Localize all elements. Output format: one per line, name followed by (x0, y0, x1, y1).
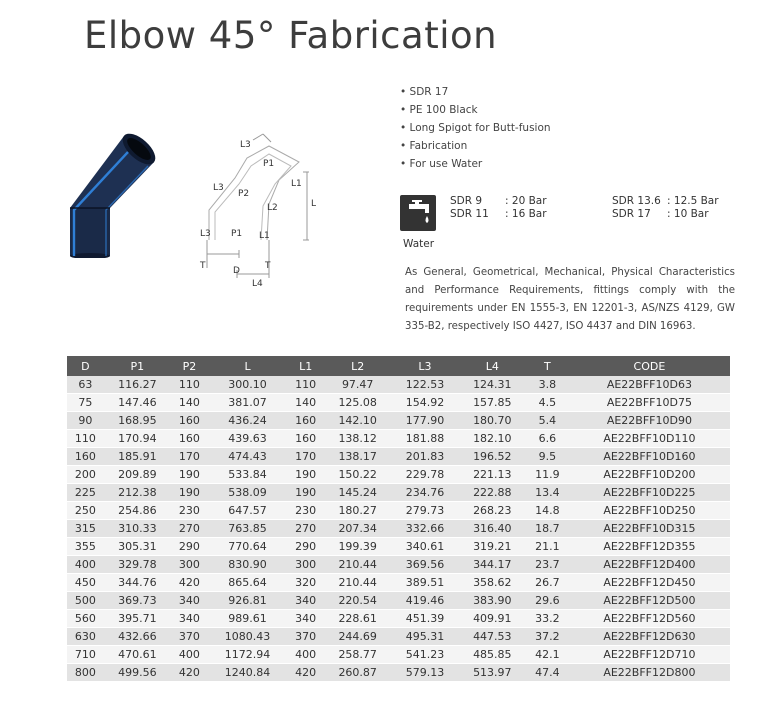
diagram-label-l1-right: L1 (291, 179, 302, 189)
table-cell: AE22BFF10D250 (569, 502, 730, 520)
table-cell: 229.78 (391, 466, 458, 484)
table-cell: AE22BFF10D63 (569, 376, 730, 394)
table-cell: 210.44 (324, 574, 391, 592)
table-cell: 310.33 (104, 520, 171, 538)
table-cell: 763.85 (208, 520, 288, 538)
table-cell: 381.07 (208, 394, 288, 412)
table-cell: 182.10 (459, 430, 526, 448)
table-cell: 474.43 (208, 448, 288, 466)
table-cell: 436.24 (208, 412, 288, 430)
table-cell: 75 (67, 394, 104, 412)
table-cell: 305.31 (104, 538, 171, 556)
table-cell: 14.8 (526, 502, 569, 520)
table-cell: 499.56 (104, 664, 171, 682)
table-cell: 300 (171, 556, 208, 574)
table-cell: 116.27 (104, 376, 171, 394)
table-cell: 90 (67, 412, 104, 430)
table-cell: 451.39 (391, 610, 458, 628)
table-cell: 23.7 (526, 556, 569, 574)
table-cell: 138.17 (324, 448, 391, 466)
table-cell: AE22BFF10D90 (569, 412, 730, 430)
table-cell: 340 (287, 610, 324, 628)
table-cell: 1080.43 (208, 628, 288, 646)
table-cell: 989.61 (208, 610, 288, 628)
table-cell: 389.51 (391, 574, 458, 592)
table-cell: 420 (171, 664, 208, 682)
page-title: Elbow 45° Fabrication (84, 14, 498, 57)
diagram-label-l3-mid: L3 (213, 183, 224, 193)
table-cell: 210.44 (324, 556, 391, 574)
table-cell: 150.22 (324, 466, 391, 484)
dimension-table (67, 356, 730, 682)
table-cell: 212.38 (104, 484, 171, 502)
table-cell: 400 (171, 646, 208, 664)
table-cell: 33.2 (526, 610, 569, 628)
table-cell: 300.10 (208, 376, 288, 394)
table-cell: 770.64 (208, 538, 288, 556)
table-cell: 42.1 (526, 646, 569, 664)
table-cell: 268.23 (459, 502, 526, 520)
table-cell: 63 (67, 376, 104, 394)
table-row (67, 520, 730, 538)
table-cell: 209.89 (104, 466, 171, 484)
table-cell: 432.66 (104, 628, 171, 646)
table-cell: 5.4 (526, 412, 569, 430)
table-row (67, 394, 730, 412)
feature-item: • PE 100 Black (400, 101, 551, 119)
compliance-description: As General, Geometrical, Mechanical, Physical Characteristics and Performance Requirements, fittings comply with the requirements under EN 1555-3, EN 12201-3, AS/NZS 4129, GW 335-B2, respectively ISO 4427, ISO 4437 and DIN 16963. (405, 267, 735, 332)
table-cell: 420 (171, 574, 208, 592)
table-cell: 97.47 (324, 376, 391, 394)
table-cell: 279.73 (391, 502, 458, 520)
table-row (67, 466, 730, 484)
column-header: L3 (391, 356, 458, 376)
table-header-row (67, 356, 730, 376)
table-cell: 170 (171, 448, 208, 466)
table-cell: 485.85 (459, 646, 526, 664)
column-header: D (67, 356, 104, 376)
table-cell: 450 (67, 574, 104, 592)
table-cell: 168.95 (104, 412, 171, 430)
table-cell: 500 (67, 592, 104, 610)
table-cell: 145.24 (324, 484, 391, 502)
table-cell: 190 (171, 466, 208, 484)
table-cell: 181.88 (391, 430, 458, 448)
bar-value: : 16 Bar (505, 208, 547, 220)
table-cell: 230 (287, 502, 324, 520)
table-cell: 230 (171, 502, 208, 520)
table-cell: 13.4 (526, 484, 569, 502)
table-cell: 37.2 (526, 628, 569, 646)
table-cell: 290 (287, 538, 324, 556)
table-cell: 395.71 (104, 610, 171, 628)
feature-list (400, 83, 551, 173)
table-cell: 201.83 (391, 448, 458, 466)
diagram-label-l4: L4 (252, 279, 263, 288)
table-cell: 9.5 (526, 448, 569, 466)
table-cell: 177.90 (391, 412, 458, 430)
diagram-label-p2: P2 (238, 189, 250, 199)
table-cell: 185.91 (104, 448, 171, 466)
table-cell: AE22BFF10D225 (569, 484, 730, 502)
column-header: L1 (287, 356, 324, 376)
column-header: L (208, 356, 288, 376)
table-row (67, 502, 730, 520)
table-cell: 21.1 (526, 538, 569, 556)
table-cell: 244.69 (324, 628, 391, 646)
pressure-ratings-right (612, 195, 719, 221)
table-cell: 147.46 (104, 394, 171, 412)
table-row (67, 574, 730, 592)
table-cell: 358.62 (459, 574, 526, 592)
diagram-label-p1-top: P1 (263, 159, 275, 169)
table-cell: AE22BFF12D500 (569, 592, 730, 610)
table-row (67, 538, 730, 556)
table-cell: AE22BFF10D75 (569, 394, 730, 412)
table-row (67, 430, 730, 448)
table-cell: 160 (287, 430, 324, 448)
table-cell: AE22BFF10D315 (569, 520, 730, 538)
table-row (67, 376, 730, 394)
table-cell: 225 (67, 484, 104, 502)
table-cell: 710 (67, 646, 104, 664)
table-cell: 122.53 (391, 376, 458, 394)
table-cell: 369.73 (104, 592, 171, 610)
table-cell: 154.92 (391, 394, 458, 412)
table-cell: 800 (67, 664, 104, 682)
table-cell: 47.4 (526, 664, 569, 682)
table-cell: 207.34 (324, 520, 391, 538)
table-cell: AE22BFF12D400 (569, 556, 730, 574)
table-cell: 254.86 (104, 502, 171, 520)
table-cell: 270 (171, 520, 208, 538)
table-cell: 370 (171, 628, 208, 646)
sdr-label: SDR 9 (450, 195, 483, 207)
table-cell: AE22BFF12D450 (569, 574, 730, 592)
table-cell: 3.8 (526, 376, 569, 394)
bar-value: : 20 Bar (505, 195, 547, 207)
diagram-label-p1-bottom: P1 (231, 229, 243, 239)
table-cell: 560 (67, 610, 104, 628)
table-cell: AE22BFF12D710 (569, 646, 730, 664)
table-cell: 647.57 (208, 502, 288, 520)
column-header: L4 (459, 356, 526, 376)
table-cell: 320 (287, 574, 324, 592)
table-cell: 200 (67, 466, 104, 484)
table-cell: 160 (67, 448, 104, 466)
table-row (67, 628, 730, 646)
table-cell: 630 (67, 628, 104, 646)
feature-item: • SDR 17 (400, 83, 551, 101)
table-cell: 329.78 (104, 556, 171, 574)
table-row (67, 448, 730, 466)
table-cell: 142.10 (324, 412, 391, 430)
table-cell: 926.81 (208, 592, 288, 610)
table-cell: 470.61 (104, 646, 171, 664)
table-row (67, 646, 730, 664)
table-cell: 270 (287, 520, 324, 538)
feature-item: • Fabrication (400, 137, 551, 155)
table-cell: 409.91 (459, 610, 526, 628)
sdr-label: SDR 13.6 (612, 195, 661, 207)
table-cell: 160 (171, 430, 208, 448)
table-cell: 400 (67, 556, 104, 574)
table-cell: 140 (287, 394, 324, 412)
column-header: CODE (569, 356, 730, 376)
water-tap-icon (400, 195, 436, 231)
feature-item: • Long Spigot for Butt-fusion (400, 119, 551, 137)
table-cell: 332.66 (391, 520, 458, 538)
table-cell: 1172.94 (208, 646, 288, 664)
table-cell: 228.61 (324, 610, 391, 628)
table-cell: AE22BFF12D355 (569, 538, 730, 556)
diagram-label-l1-bottom: L1 (259, 231, 270, 241)
table-cell: AE22BFF10D160 (569, 448, 730, 466)
table-cell: AE22BFF12D560 (569, 610, 730, 628)
table-cell: 383.90 (459, 592, 526, 610)
table-cell: 340 (287, 592, 324, 610)
table-cell: 400 (287, 646, 324, 664)
table-cell: 18.7 (526, 520, 569, 538)
table-cell: 199.39 (324, 538, 391, 556)
table-cell: 344.76 (104, 574, 171, 592)
diagram-label-l3-bottom: L3 (200, 229, 211, 239)
table-cell: 419.46 (391, 592, 458, 610)
column-header: L2 (324, 356, 391, 376)
table-cell: 170 (287, 448, 324, 466)
table-cell: 420 (287, 664, 324, 682)
table-cell: 290 (171, 538, 208, 556)
feature-item: • For use Water (400, 155, 551, 173)
table-cell: 157.85 (459, 394, 526, 412)
table-cell: 370 (287, 628, 324, 646)
table-cell: 315 (67, 520, 104, 538)
table-cell: AE22BFF10D200 (569, 466, 730, 484)
table-row (67, 592, 730, 610)
diagram-label-t-left: T (200, 261, 206, 271)
diagram-label-t-right: T (265, 261, 271, 271)
table-cell: 26.7 (526, 574, 569, 592)
table-cell: 190 (287, 466, 324, 484)
table-row (67, 412, 730, 430)
table-cell: 447.53 (459, 628, 526, 646)
table-cell: 190 (171, 484, 208, 502)
table-cell: 11.9 (526, 466, 569, 484)
diagram-label-d: D (233, 266, 240, 276)
table-cell: 830.90 (208, 556, 288, 574)
table-body (67, 376, 730, 682)
table-cell: 538.09 (208, 484, 288, 502)
table-cell: 1240.84 (208, 664, 288, 682)
sdr-label: SDR 17 (612, 208, 651, 220)
bar-value: : 10 Bar (667, 208, 709, 220)
table-cell: 300 (287, 556, 324, 574)
table-cell: 4.5 (526, 394, 569, 412)
table-cell: 258.77 (324, 646, 391, 664)
table-cell: 180.27 (324, 502, 391, 520)
table-cell: 533.84 (208, 466, 288, 484)
table-cell: 495.31 (391, 628, 458, 646)
table-cell: 369.56 (391, 556, 458, 574)
table-cell: 125.08 (324, 394, 391, 412)
table-cell: 579.13 (391, 664, 458, 682)
table-row (67, 664, 730, 682)
table-cell: 222.88 (459, 484, 526, 502)
table-cell: AE22BFF12D800 (569, 664, 730, 682)
column-header: P2 (171, 356, 208, 376)
sdr-label: SDR 11 (450, 208, 489, 220)
table-row (67, 556, 730, 574)
table-cell: 340 (171, 592, 208, 610)
table-cell: 340 (171, 610, 208, 628)
table-row (67, 610, 730, 628)
diagram-label-l3-top: L3 (240, 140, 251, 150)
elbow-dimension-diagram (197, 128, 337, 288)
table-cell: 439.63 (208, 430, 288, 448)
table-row (67, 484, 730, 502)
elbow-product-image (62, 128, 162, 258)
pressure-ratings-left (450, 195, 547, 221)
table-cell: 316.40 (459, 520, 526, 538)
column-header: P1 (104, 356, 171, 376)
table-cell: 196.52 (459, 448, 526, 466)
table-cell: 541.23 (391, 646, 458, 664)
table-cell: 250 (67, 502, 104, 520)
table-cell: 340.61 (391, 538, 458, 556)
table-cell: 110 (171, 376, 208, 394)
water-label: Water (403, 238, 435, 250)
table-cell: 110 (67, 430, 104, 448)
table-cell: 234.76 (391, 484, 458, 502)
table-cell: 180.70 (459, 412, 526, 430)
table-cell: 220.54 (324, 592, 391, 610)
column-header: T (526, 356, 569, 376)
table-cell: 319.21 (459, 538, 526, 556)
table-cell: 513.97 (459, 664, 526, 682)
table-cell: 124.31 (459, 376, 526, 394)
table-cell: 355 (67, 538, 104, 556)
table-cell: 160 (287, 412, 324, 430)
table-cell: 140 (171, 394, 208, 412)
table-cell: 344.17 (459, 556, 526, 574)
table-cell: AE22BFF12D630 (569, 628, 730, 646)
diagram-label-l2: L2 (267, 203, 278, 213)
table-cell: 160 (171, 412, 208, 430)
diagram-label-l: L (311, 199, 317, 209)
table-cell: 29.6 (526, 592, 569, 610)
table-cell: 170.94 (104, 430, 171, 448)
table-cell: 190 (287, 484, 324, 502)
table-cell: 110 (287, 376, 324, 394)
table-cell: 260.87 (324, 664, 391, 682)
table-cell: 221.13 (459, 466, 526, 484)
table-cell: 6.6 (526, 430, 569, 448)
table-cell: AE22BFF10D110 (569, 430, 730, 448)
table-cell: 865.64 (208, 574, 288, 592)
bar-value: : 12.5 Bar (667, 195, 719, 207)
table-cell: 138.12 (324, 430, 391, 448)
